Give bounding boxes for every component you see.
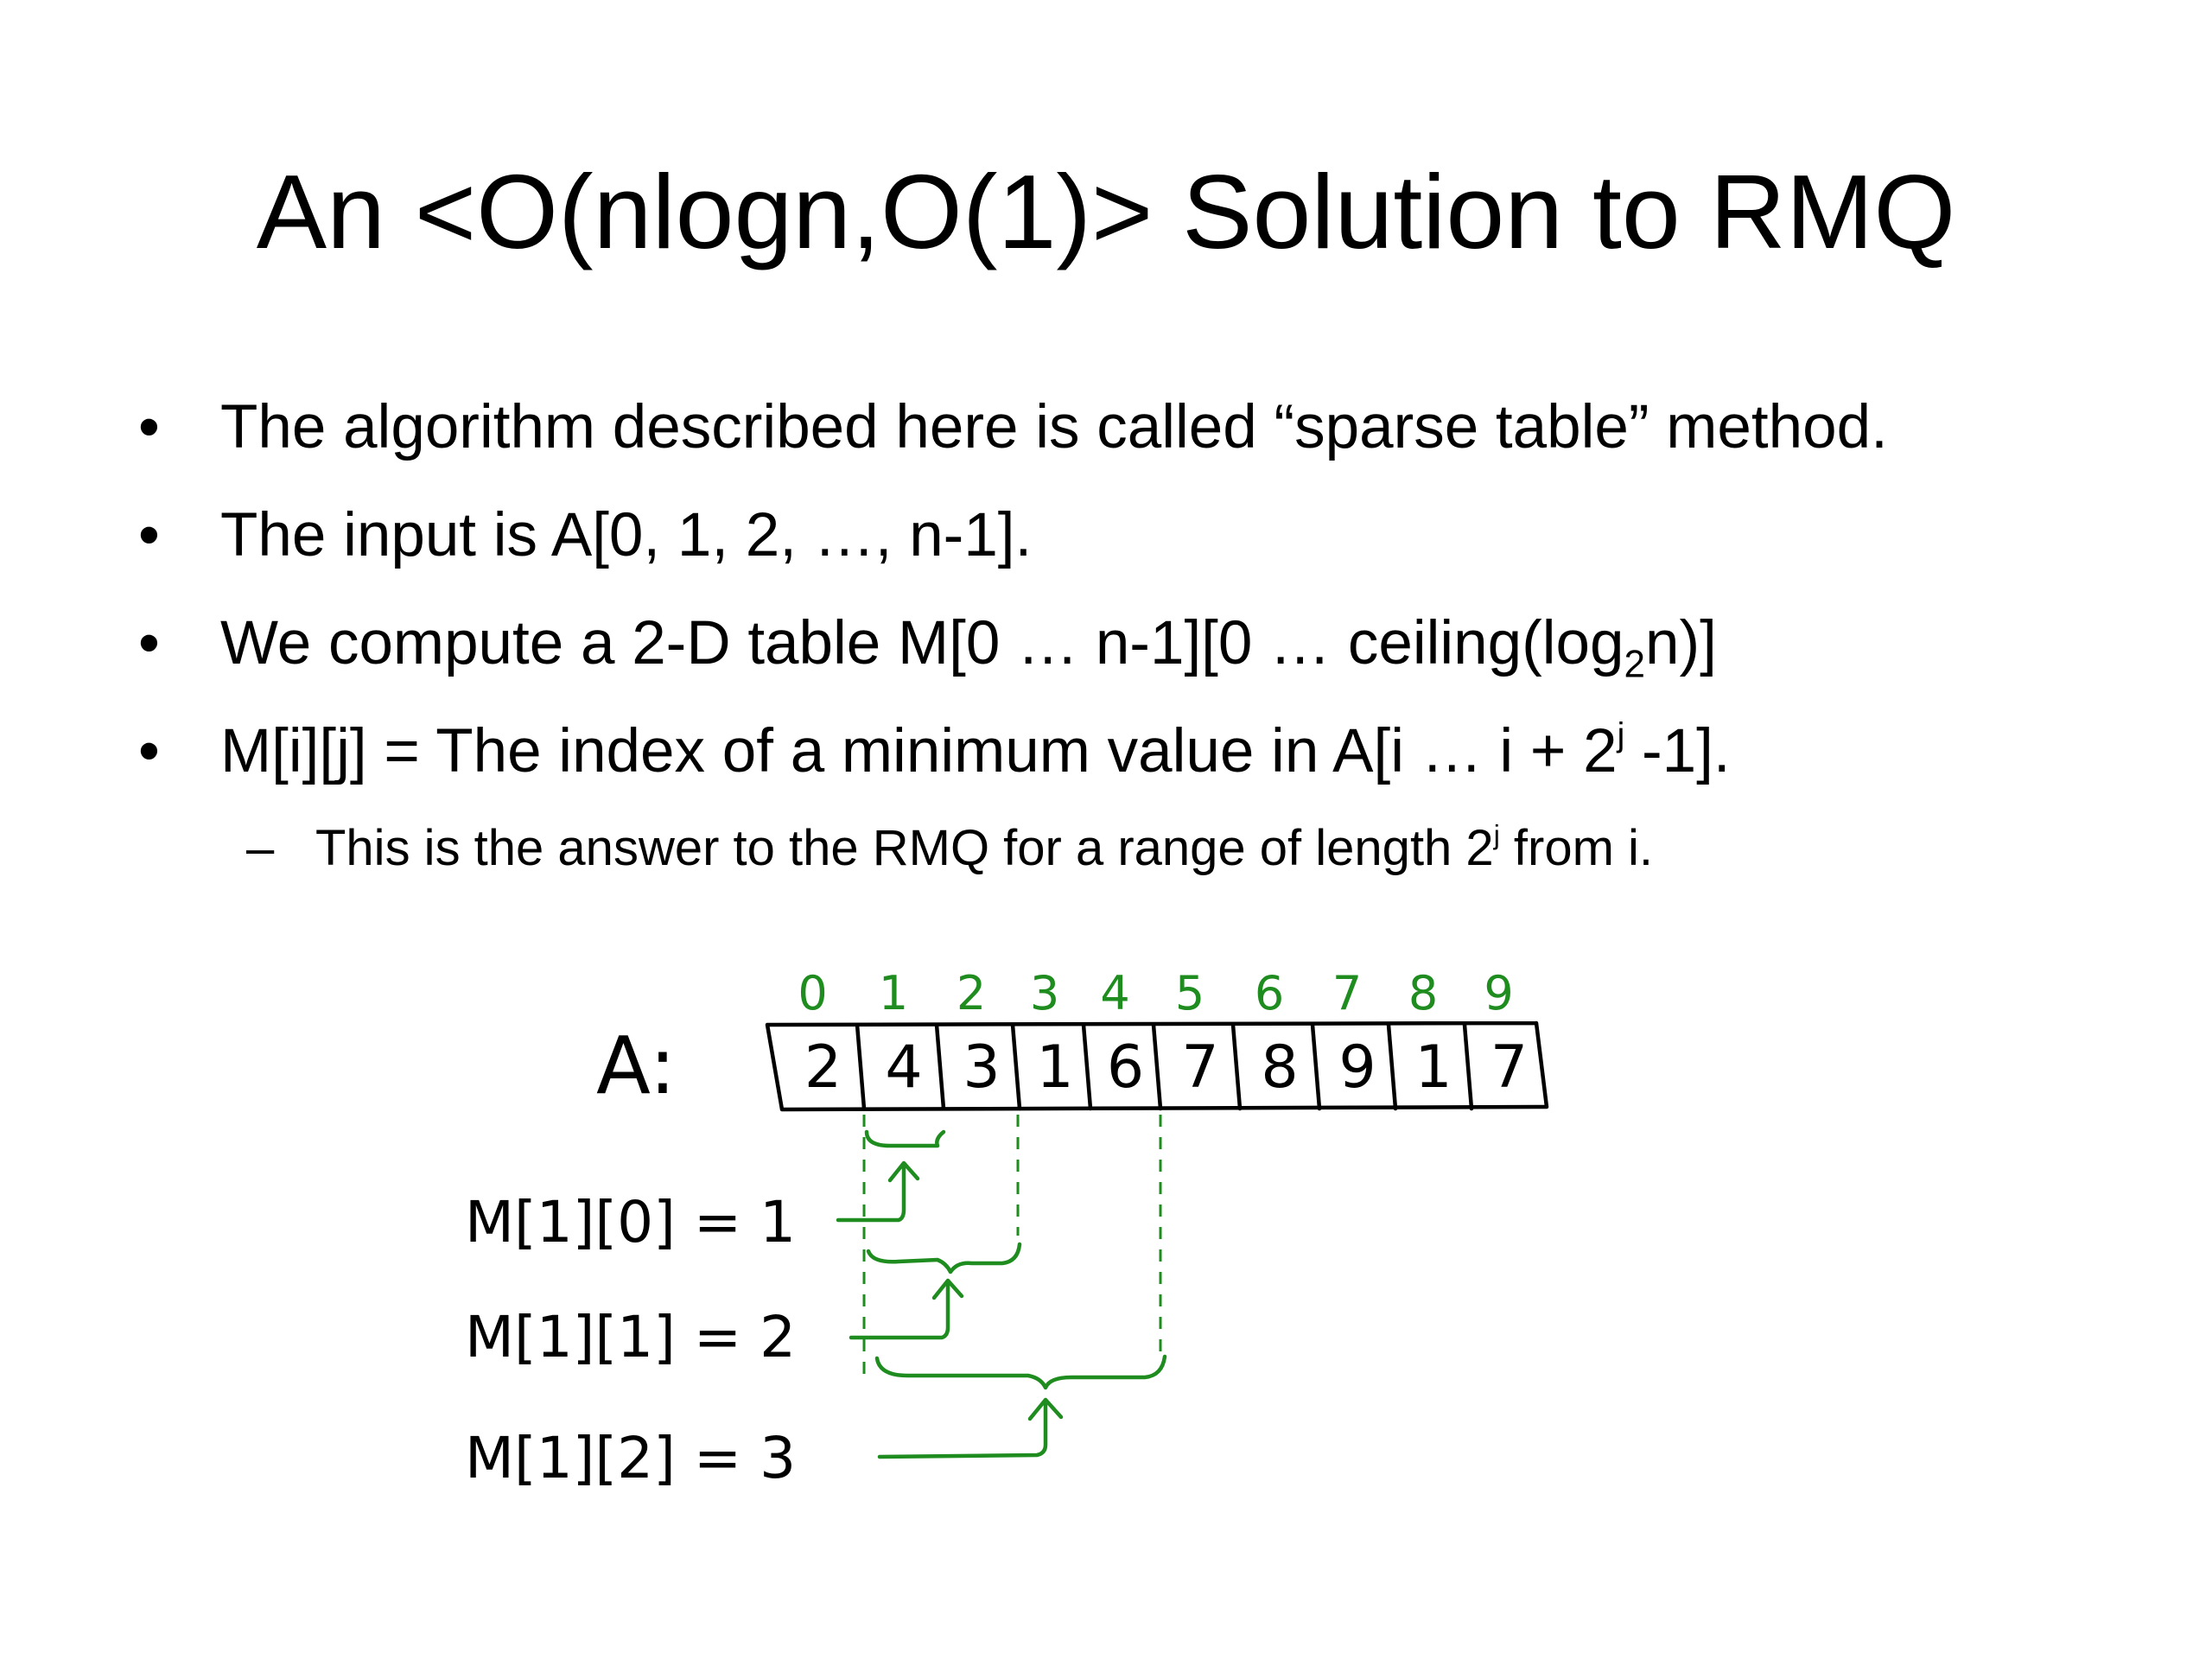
sub-bullet-text-part: This is the answer to the RMQ for a range of length 2 xyxy=(315,820,1494,876)
array-cell-divider xyxy=(1389,1025,1395,1109)
array-index-label: 3 xyxy=(1029,966,1060,1020)
equation-m12: M[1][2] = 3 xyxy=(465,1425,797,1491)
array-cell-divider xyxy=(1465,1025,1471,1109)
array-cell-divider xyxy=(1233,1025,1240,1109)
array-index-label: 2 xyxy=(956,966,987,1020)
array-index-label: 6 xyxy=(1254,966,1285,1020)
bullet-marker: • xyxy=(138,609,160,677)
sub-bullet-text-part: from i. xyxy=(1499,820,1654,876)
slide-title: An <O(nlogn,O(1)> Solution to RMQ xyxy=(256,153,1956,270)
array-cell-value: 4 xyxy=(885,1033,923,1102)
superscript: j xyxy=(1493,819,1500,851)
array-index-label: 1 xyxy=(878,966,909,1020)
equation-m10: M[1][0] = 1 xyxy=(465,1189,797,1255)
array-index-label: 8 xyxy=(1408,966,1439,1020)
array-cell-value: 8 xyxy=(1261,1033,1299,1102)
subscript: 2 xyxy=(1624,643,1645,686)
array-cell-value: 7 xyxy=(1490,1033,1529,1102)
array-cell-value: 6 xyxy=(1106,1033,1145,1102)
bullet-text-part: We compute a 2-D table M[0 … n-1][0 … ceiling(log xyxy=(220,609,1624,677)
array-cell-value: 1 xyxy=(1414,1033,1452,1102)
brace-j0 xyxy=(867,1132,944,1146)
array-cell-divider xyxy=(857,1025,864,1109)
array-cell-value: 7 xyxy=(1181,1033,1219,1102)
bullet-marker: • xyxy=(138,717,160,785)
bullet-text: The algorithm described here is called “sparse table” method. xyxy=(220,393,1888,461)
bullet-text: The input is A[0, 1, 2, …, n-1]. xyxy=(220,501,1033,569)
bullet-text-part: M[i][j] = The index of a minimum value in A[i … i + 2 xyxy=(220,717,1618,785)
bullet-marker: • xyxy=(138,501,160,569)
array-index-label: 7 xyxy=(1332,966,1363,1020)
array-cell-divider xyxy=(1154,1025,1160,1109)
bullet-text-part: n)] xyxy=(1645,609,1717,677)
arrow-j1 xyxy=(851,1281,962,1338)
array-cell-divider xyxy=(1313,1025,1319,1109)
array-dividers xyxy=(857,1025,1471,1109)
brace-j2 xyxy=(877,1357,1165,1388)
array-cell-divider xyxy=(1013,1025,1020,1109)
superscript: j xyxy=(1617,716,1625,754)
array-cell-value: 1 xyxy=(1036,1033,1074,1102)
array-label: A: xyxy=(596,1020,677,1112)
array-values xyxy=(804,1033,1528,1102)
equation-m11: M[1][1] = 2 xyxy=(465,1304,797,1370)
array-index-label: 4 xyxy=(1100,966,1130,1020)
index-labels xyxy=(798,966,1513,1020)
array-index-label: 5 xyxy=(1174,966,1205,1020)
arrow-j2 xyxy=(880,1400,1061,1457)
array-cell-value: 2 xyxy=(804,1033,842,1102)
array-cell-divider xyxy=(1084,1025,1090,1109)
array-index-label: 0 xyxy=(798,966,828,1020)
arrow-j0 xyxy=(838,1163,918,1220)
array-cell-value: 9 xyxy=(1338,1033,1376,1102)
bullet-text-part: -1]. xyxy=(1624,717,1731,785)
array-cell-divider xyxy=(937,1025,944,1109)
array-index-label: 9 xyxy=(1484,966,1514,1020)
sub-bullet-marker: – xyxy=(246,820,275,876)
bullet-marker: • xyxy=(138,393,160,461)
brace-j1 xyxy=(868,1244,1020,1272)
array-cell-value: 3 xyxy=(963,1033,1001,1102)
